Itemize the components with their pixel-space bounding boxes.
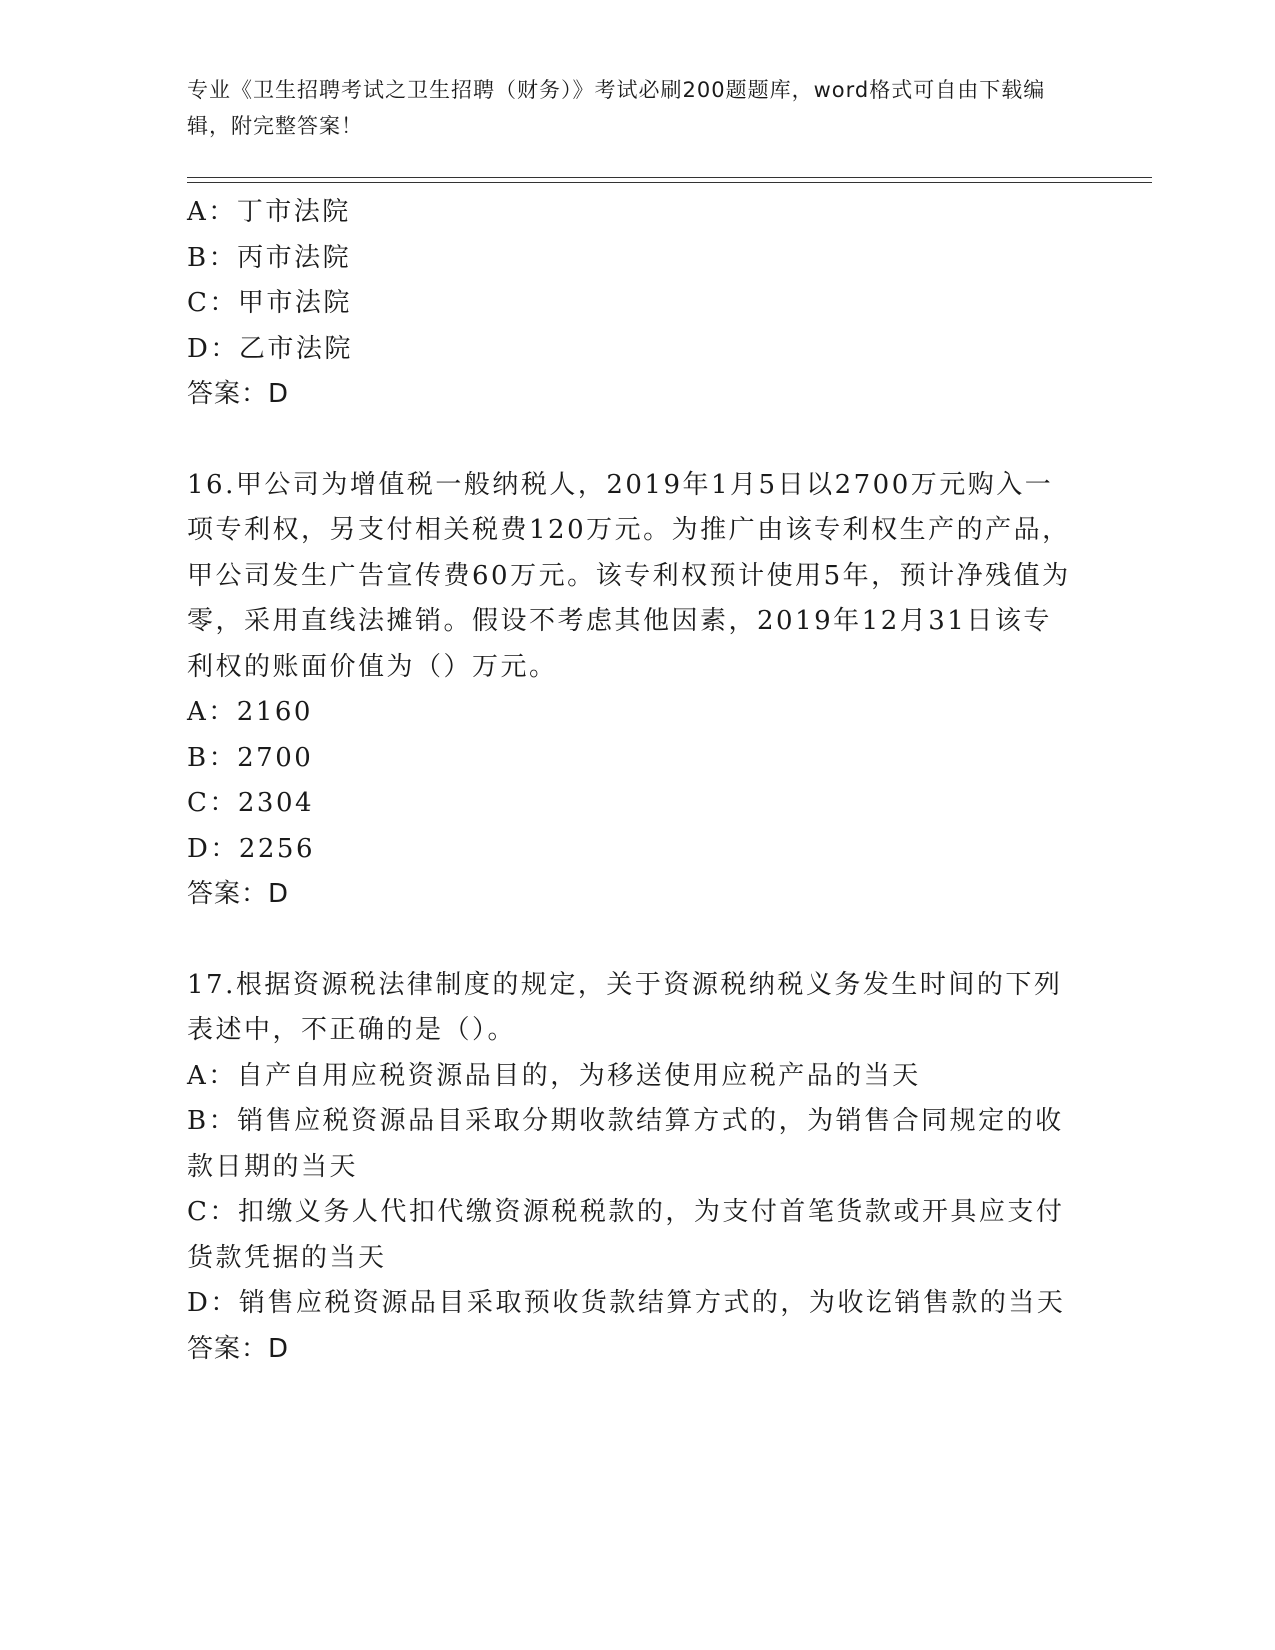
option-a: A：自产自用应税资源品目的，为移送使用应税产品的当天 bbox=[187, 1060, 921, 1091]
question-16-stem: 16.甲公司为增值税一般纳税人，2019年1月5日以2700万元购入一项专利权，另支付相关税费120万元。为推广由该专利权生产的产品，甲公司发生广告宣传费60万元。该专利权预计使用5年，预计净残值为零，采用直线法摊销。假设不考虑其他因素，2019年12月31日该专利权的账面价值为（）万元。 bbox=[187, 469, 1071, 682]
answer: 答案：D bbox=[187, 879, 290, 909]
option-d: D：销售应税资源品目采取预收货款结算方式的，为收讫销售款的当天 bbox=[187, 1288, 1066, 1318]
question-17-block bbox=[187, 963, 1077, 1373]
option-b: B：丙市法院 bbox=[187, 242, 352, 273]
option-b: B：销售应税资源品目采取分期收款结算方式的，为销售合同规定的收款日期的当天 bbox=[187, 1106, 1064, 1182]
option-a: A：2160 bbox=[187, 697, 313, 727]
question-content bbox=[187, 190, 1077, 1372]
option-c: C：扣缴义务人代扣代缴资源税税款的，为支付首笔货款或开具应支付货款凭据的当天 bbox=[187, 1197, 1065, 1273]
spacer bbox=[187, 918, 1077, 963]
answer: 答案：D bbox=[187, 379, 290, 409]
option-d: D：2256 bbox=[187, 833, 316, 864]
spacer bbox=[187, 418, 1077, 463]
option-d: D：乙市法院 bbox=[187, 333, 353, 364]
question-17-stem: 17.根据资源税法律制度的规定，关于资源税纳税义务发生时间的下列表述中，不正确的是（）。 bbox=[187, 969, 1063, 1045]
question-16-block bbox=[187, 463, 1077, 918]
prev-question-block bbox=[187, 190, 1077, 418]
option-b: B：2700 bbox=[187, 742, 314, 773]
option-c: C：2304 bbox=[187, 788, 315, 818]
option-a: A：丁市法院 bbox=[187, 197, 351, 227]
option-c: C：甲市法院 bbox=[187, 288, 352, 318]
header-rule-bottom bbox=[187, 182, 1152, 183]
answer: 答案：D bbox=[187, 1333, 290, 1364]
header-rule-top bbox=[187, 177, 1152, 178]
document-header: 专业《卫生招聘考试之卫生招聘（财务）》考试必刷200题题库，word格式可自由下载编辑，附完整答案！ bbox=[187, 78, 1046, 138]
